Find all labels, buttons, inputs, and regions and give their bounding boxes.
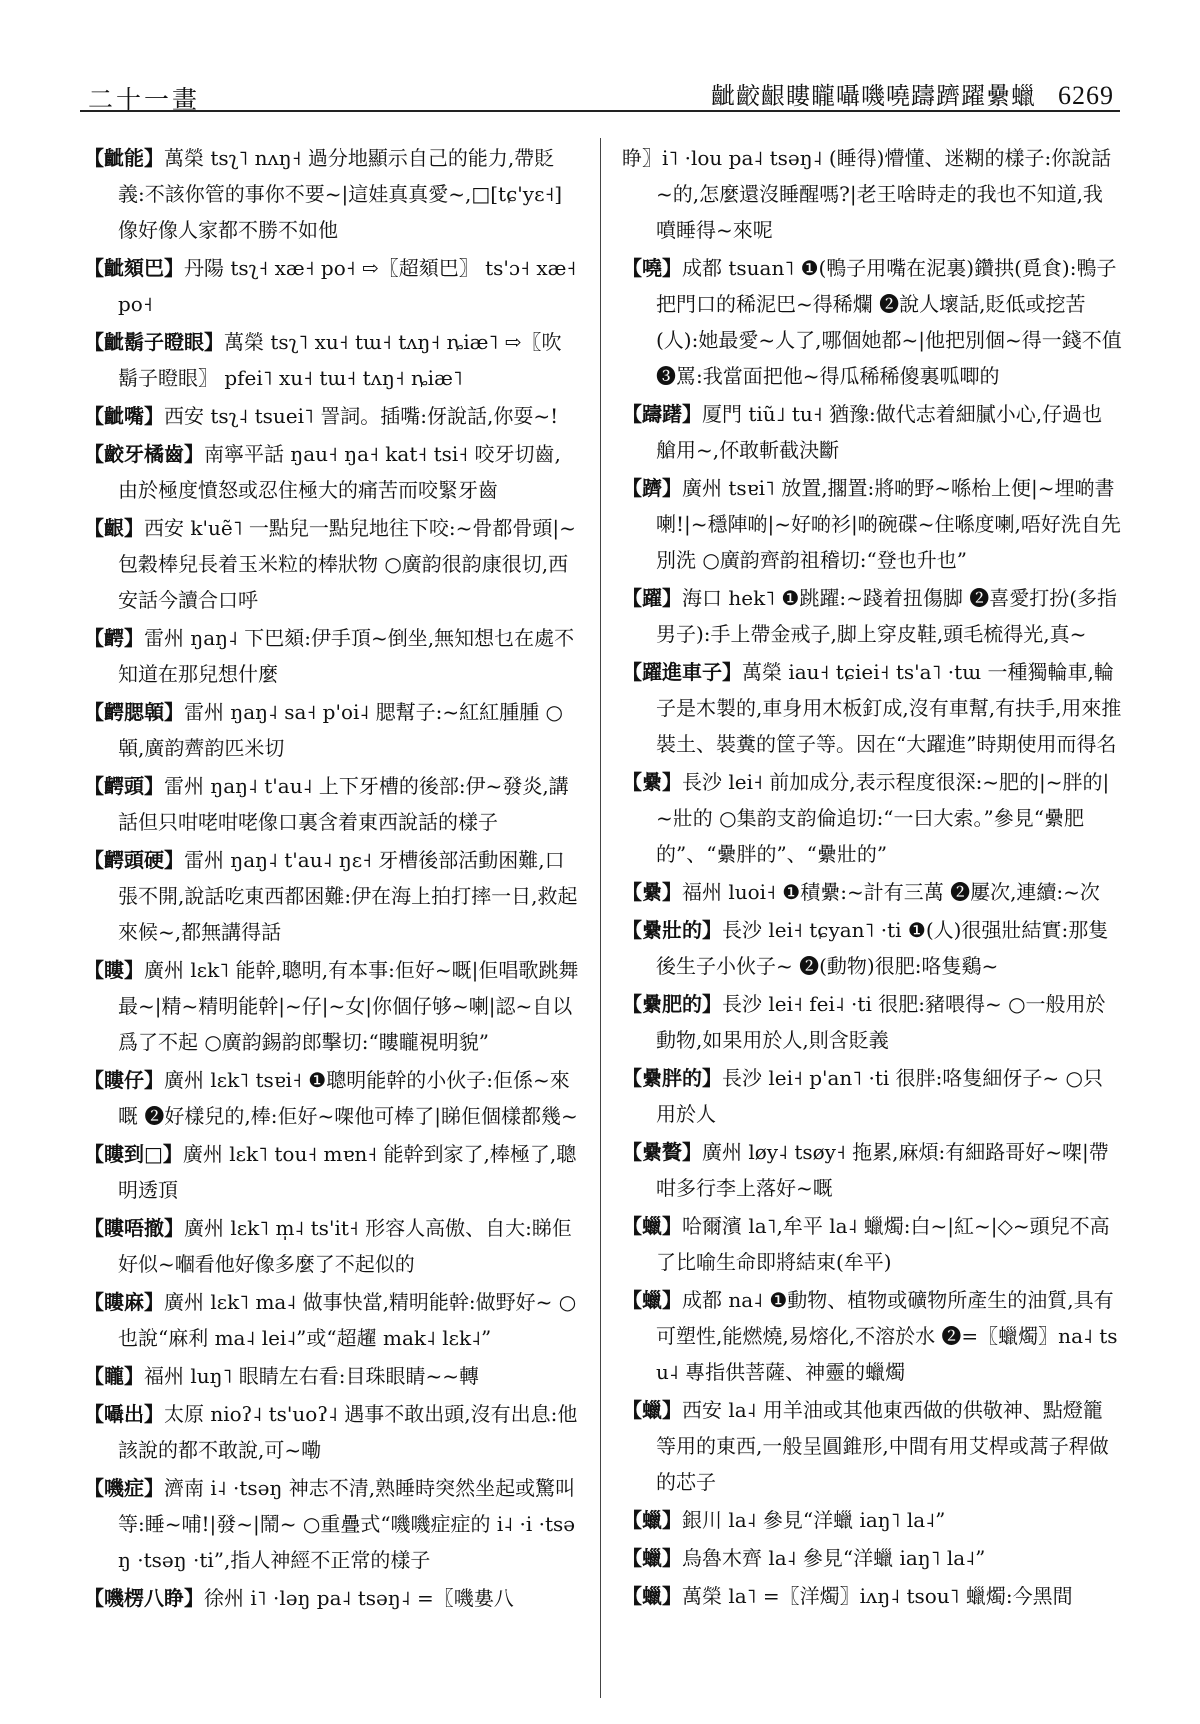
- entry-headword: 【躍進車子】: [622, 660, 742, 684]
- entry-definition: 雷州 ŋaŋ˨ 下巴頦:伊手頂~倒坐,無知想乜在處不知道在那兒想什麼: [118, 626, 575, 686]
- header-right: [711, 76, 1114, 111]
- entry-headword: 【齜頦巴】: [84, 256, 184, 280]
- entry-headword: 【纍壯的】: [622, 918, 722, 942]
- right-column: [622, 140, 1122, 1710]
- entry-definition: 廣州 tsɐi˥ 放置,擱置:將啲野~喺枱上便|~埋啲書喇!|~穩陣啲|~好啲衫|啲碗碟~住喺度喇,唔好洗自先別洗 ○廣韵齊韵祖稽切:“登也升也”: [656, 476, 1121, 572]
- dictionary-entry: [84, 1136, 580, 1208]
- header-characters: 齜齩齦瞜矓囁嘰嘵躊躋躍纍蠟: [711, 82, 1036, 110]
- entry-definition: 萬榮 tsʅ˥ nʌŋ˧ 過分地顯示自己的能力,帶貶義:不該你管的事你不要~|這娃真真愛~,□[tɕ'yɛ˧]像好像人家都不勝不如他: [118, 146, 563, 242]
- entry-definition: 哈爾濱 la˥,牟平 la˨ 蠟燭:白~|紅~|◇~頭兒不高了比喻生命即將結束(牟平): [656, 1214, 1110, 1274]
- dictionary-entry: [84, 140, 580, 248]
- dictionary-entry: [622, 874, 1122, 910]
- entry-headword: 【齦】: [84, 516, 144, 540]
- dictionary-entry: [84, 1284, 580, 1356]
- entry-headword: 【纍】: [622, 770, 682, 794]
- entry-headword: 【蠟】: [622, 1508, 682, 1532]
- dictionary-entry: [622, 1540, 1122, 1576]
- entry-headword: 【齩牙橘齒】: [84, 442, 204, 466]
- dictionary-entry: [84, 952, 580, 1060]
- entry-headword: 【齜嘴】: [84, 404, 164, 428]
- entry-definition: 長沙 lei˧ p'an˥ ·ti 很胖:咯隻細伢子~ ○只用於人: [656, 1066, 1103, 1126]
- dictionary-entry: [622, 1392, 1122, 1500]
- section-title: 二十一畫: [88, 85, 201, 114]
- entry-headword: 【齶】: [84, 626, 144, 650]
- dictionary-entry: [622, 140, 1122, 248]
- entry-definition: 長沙 lei˧ 前加成分,表示程度很深:~肥的|~胖的|~壯的 ○集韵支韵倫追切:“一曰大索。”參見“纍肥的”、“纍胖的”、“纍壯的”: [656, 770, 1110, 866]
- entry-headword: 【齜鬍子瞪眼】: [84, 330, 224, 354]
- dictionary-entry: [84, 1358, 580, 1394]
- page-number: 6269: [1058, 81, 1114, 110]
- entry-headword: 【矓】: [84, 1364, 144, 1388]
- entry-definition: 廣州 lɛk˥ 能幹,聰明,有本事:佢好~嘅|佢唱歌跳舞最~|精~精明能幹|~仔|~女|你個仔够~喇|認~自以爲了不起 ○廣韵錫韵郎擊切:“瞜矓視明貌”: [118, 958, 579, 1054]
- header-divider: [80, 110, 1120, 112]
- entry-definition: 成都 tsuan˥ ❶(鴨子用嘴在泥裏)鑽拱(覓食):鴨子把門口的稀泥巴~得稀爛 ❷說人壞話,貶低或挖苦(人):她最愛~人了,哪個她都~|他把別個~得一錢不值 ❸罵:我當面把他~得瓜稀稀傻裏呱唧的: [656, 256, 1122, 388]
- entry-definition: 雷州 ŋaŋ˨ t'au˨ ŋɛ˧ 牙槽後部活動困難,口張不開,說話吃東西都困難:伊在海上拍打摔一日,救起來候~,都無講得話: [118, 848, 578, 944]
- dictionary-entry: [84, 1580, 580, 1616]
- entry-definition: 西安 k'uẽ˥ 一點兒一點兒地往下咬:~骨都骨頭|~包穀棒兒長着玉米粒的棒狀物 ○廣韵很韵康很切,西安話今讀合口呼: [118, 516, 576, 612]
- entry-definition: 廣州 lɛk˥ tsɐi˧ ❶聰明能幹的小伙子:佢係~來嘅 ❷好樣兒的,棒:佢好~㗎他可棒了|睇佢個樣都幾~: [118, 1068, 578, 1128]
- entry-headword: 【纍贅】: [622, 1140, 702, 1164]
- entry-headword: 【瞜麻】: [84, 1290, 164, 1314]
- entry-definition: 太原 nioʔ˨ ts'uoʔ˨ 遇事不敢出頭,沒有出息:他該說的都不敢說,可~嘞: [118, 1402, 578, 1462]
- dictionary-entry: [622, 1208, 1122, 1280]
- dictionary-entry: [622, 250, 1122, 394]
- entry-definition: 濟南 i˨ ·tsəŋ 神志不清,熟睡時突然坐起或驚叫等:睡~哺!|發~|鬧~ ○重疊式“嘰嘰症症的 i˨ ·i ·tsəŋ ·tsəŋ ·ti”,指人神經不正常的樣子: [118, 1476, 576, 1572]
- left-column: [84, 140, 580, 1710]
- dictionary-entry: [622, 654, 1122, 762]
- entry-definition: 徐州 i˥ ·ləŋ pa˨ tsəŋ˨ =〖嘰婁八: [204, 1586, 514, 1610]
- dictionary-entry: [84, 436, 580, 508]
- dictionary-entry: [84, 694, 580, 766]
- entry-definition: 西安 tsʅ˨ tsuei˥ 詈詞。插嘴:伢說話,你耍~!: [164, 404, 559, 428]
- dictionary-entry: [84, 620, 580, 692]
- dictionary-entry: [84, 768, 580, 840]
- entry-headword: 【瞜仔】: [84, 1068, 164, 1092]
- entry-headword: 【躋】: [622, 476, 682, 500]
- entry-definition: 廣州 lɛk˥ tou˧ mɐn˧ 能幹到家了,棒極了,聰明透頂: [118, 1142, 577, 1202]
- entry-headword: 【齶頭】: [84, 774, 164, 798]
- entry-definition: 丹陽 tsʅ˧ xæ˧ po˧ ⇨〖超頦巴〗 ts'ɔ˧ xæ˧ po˧: [118, 256, 577, 316]
- entry-definition: 烏魯木齊 la˨ 參見“洋蠟 iaŋ˥ la˨”: [682, 1546, 986, 1570]
- entry-definition: 海口 hek˥ ❶跳躍:~踐着扭傷脚 ❷喜愛打扮(多指男子):手上帶金戒子,脚上穿皮鞋,頭毛梳得光,真~: [656, 586, 1117, 646]
- entry-definition: 廣州 lɛk˥ m̩˨ ts'it˧ 形容人高傲、自大:睇佢好似~嗰看他好像多麼了不起似的: [118, 1216, 572, 1276]
- entry-definition: 廣州 lɛk˥ ma˨ 做事快當,精明能幹:做野好~ ○也說“麻利 ma˨ lei˨”或“超趯 mak˨ lɛk˨”: [118, 1290, 577, 1350]
- dictionary-entry: [84, 250, 580, 322]
- entry-headword: 【蠟】: [622, 1398, 682, 1422]
- entry-headword: 【瞜】: [84, 958, 144, 982]
- entry-headword: 【齜能】: [84, 146, 164, 170]
- dictionary-entry: [84, 1470, 580, 1578]
- entry-definition: 萬榮 la˥ =〖洋燭〗iʌŋ˨ tsou˥ 蠟燭:今黑間: [682, 1584, 1073, 1608]
- dictionary-entry: [622, 1502, 1122, 1538]
- column-divider: [600, 138, 601, 1698]
- dictionary-entry: [622, 1578, 1122, 1614]
- dictionary-entry: [84, 398, 580, 434]
- entry-definition: 成都 na˨ ❶動物、植物或礦物所產生的油質,具有可塑性,能燃燒,易熔化,不溶於水 ❷=〖蠟燭〗na˨ tsu˨ 專指供菩薩、神靈的蠟燭: [656, 1288, 1118, 1384]
- entry-headword: 【躍】: [622, 586, 682, 610]
- dictionary-entry: [622, 396, 1122, 468]
- entry-definition: 長沙 lei˧ fei˨ ·ti 很肥:豬喂得~ ○一般用於動物,如果用於人,則含貶義: [656, 992, 1106, 1052]
- dictionary-entry: [84, 1210, 580, 1282]
- entry-definition: 福州 luŋ˥ 眼睛左右看:目珠眼睛~~轉: [144, 1364, 479, 1388]
- entry-headword: 【嘰楞八睁】: [84, 1586, 204, 1610]
- dictionary-entry: [84, 510, 580, 618]
- dictionary-entry: [622, 1134, 1122, 1206]
- entry-headword: 【躊躇】: [622, 402, 702, 426]
- dictionary-entry: [622, 912, 1122, 984]
- dictionary-entry: [622, 1282, 1122, 1390]
- entry-headword: 【嘵】: [622, 256, 682, 280]
- entry-headword: 【蠟】: [622, 1288, 682, 1312]
- dictionary-entry: [84, 1396, 580, 1468]
- entry-definition: 萬榮 iau˧ tɕiei˧ ts'a˥ ·tɯ 一種獨輪車,輪子是木製的,車身用木板釘成,沒有車幫,有扶手,用來推裝土、裝糞的筐子等。因在“大躍進”時期使用而得名: [656, 660, 1122, 756]
- entry-definition: 雷州 ŋaŋ˨ t'au˨ 上下牙槽的後部:伊~發炎,講話但只咁咾咁咾像口裏含着東西說話的樣子: [118, 774, 569, 834]
- entry-headword: 【齶頭硬】: [84, 848, 184, 872]
- dictionary-entry: [622, 764, 1122, 872]
- entry-definition: 福州 luoi˧ ❶積纍:~計有三萬 ❷屢次,連續:~次: [682, 880, 1100, 904]
- entry-definition: 廣州 løy˨ tsøy˧ 拖累,麻煩:有細路哥好~㗎|帶咁多行李上落好~嘅: [656, 1140, 1109, 1200]
- entry-definition: 西安 la˨ 用羊油或其他東西做的供敬神、點燈籠等用的東西,一般呈圓錐形,中間有用艾桿或蒿子稈做的芯子: [656, 1398, 1109, 1494]
- entry-headword: 【瞜到□】: [84, 1142, 183, 1166]
- entry-headword: 【纍肥的】: [622, 992, 722, 1016]
- entry-headword: 【囁出】: [84, 1402, 164, 1426]
- entry-headword: 【瞜唔撤】: [84, 1216, 184, 1240]
- entry-headword: 【嘰症】: [84, 1476, 164, 1500]
- entry-headword: 【齶腮顊】: [84, 700, 184, 724]
- page-header: [80, 66, 1120, 114]
- dictionary-entry: [84, 324, 580, 396]
- entry-definition: 雷州 ŋaŋ˨ sa˧ p'oi˨ 腮幫子:~紅紅腫腫 ○顊,廣韵薺韵匹米切: [118, 700, 563, 760]
- entry-definition: 睁〗i˥ ·lou pa˨ tsəŋ˨ (睡得)懵懂、迷糊的樣子:你說話~的,怎麼還沒睡醒嗎?|老王啥時走的我也不知道,我噴睡得~來呢: [622, 146, 1112, 242]
- entry-headword: 【蠟】: [622, 1546, 682, 1570]
- dictionary-entry: [84, 842, 580, 950]
- entry-definition: 銀川 la˨ 參見“洋蠟 iaŋ˥ la˨”: [682, 1508, 946, 1532]
- dictionary-entry: [622, 470, 1122, 578]
- entry-definition: 萬榮 tsʅ˥ xu˧ tɯ˧ tʌŋ˧ ȵiæ˥ ⇨〖吹鬍子瞪眼〗 pfei˥ xu˧ tɯ˧ tʌŋ˧ ȵiæ˥: [118, 330, 562, 390]
- entry-headword: 【纍】: [622, 880, 682, 904]
- dictionary-entry: [622, 580, 1122, 652]
- entry-definition: 長沙 lei˧ tɕyan˥ ·ti ❶(人)很强壯結實:那隻後生子小伙子~ ❷(動物)很肥:咯隻鷄~: [656, 918, 1109, 978]
- entry-definition: 南寧平話 ŋau˧ ŋa˧ kat˧ tsi˧ 咬牙切齒,由於極度憤怒或忍住極大的痛苦而咬緊牙齒: [118, 442, 561, 502]
- entry-definition: 厦門 tiũ˩ tu˧ 猶豫:做代志着細膩小心,仔過也艙用~,伓敢斬截決斷: [656, 402, 1103, 462]
- dictionary-entry: [622, 986, 1122, 1058]
- dictionary-entry: [84, 1062, 580, 1134]
- entry-headword: 【蠟】: [622, 1584, 682, 1608]
- entry-headword: 【蠟】: [622, 1214, 682, 1238]
- dictionary-entry: [622, 1060, 1122, 1132]
- entry-headword: 【纍胖的】: [622, 1066, 722, 1090]
